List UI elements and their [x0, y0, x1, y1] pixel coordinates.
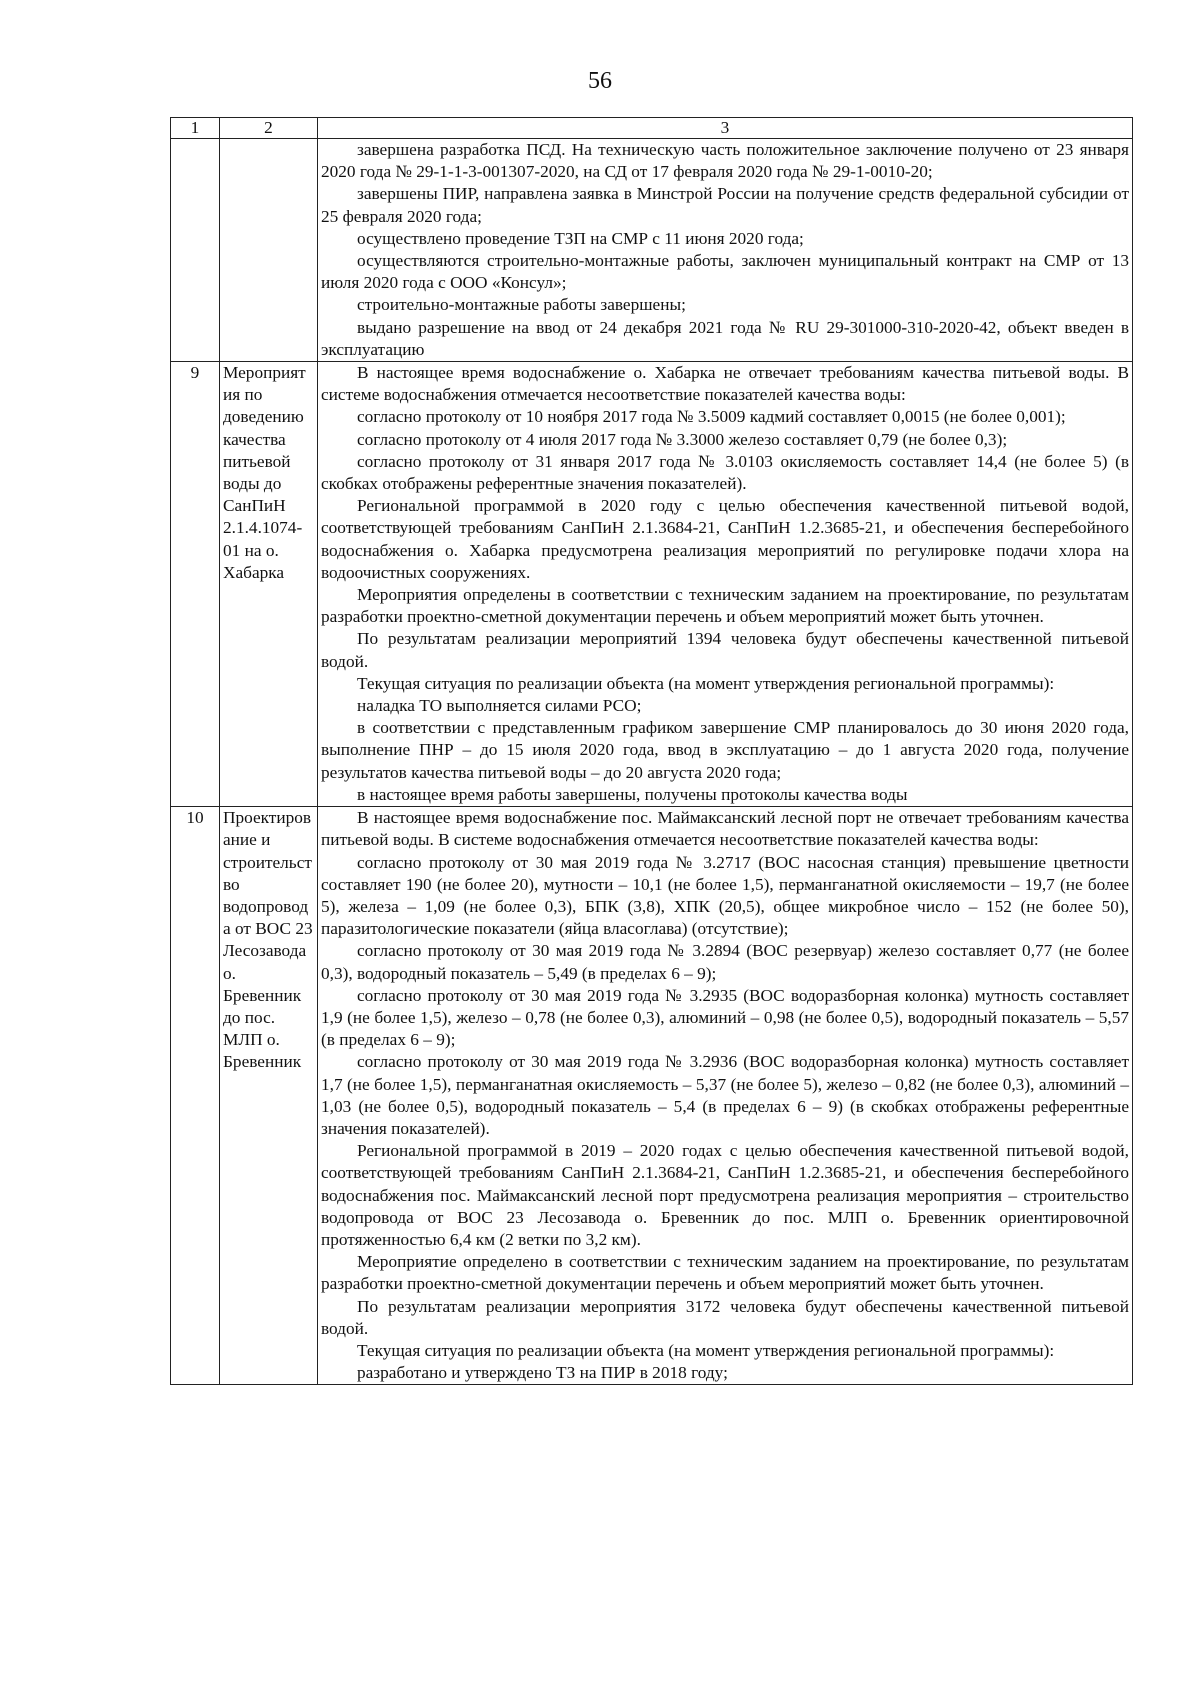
paragraph: согласно протоколу от 30 мая 2019 года № 3.2717 (ВОС насосная станция) превышение цветности составляет 190 (не более 20), мутности – 10,1 (не более 1,5), перманганатной окисляемости – 19,7 (не более 5), железа – 1,09 (не более 0,3), БПК (3,8), ХПК (20,5), общее микробное число – 152 (не более 50), паразитологические показатели (яйца власоглава) (отсутствие); [321, 852, 1129, 939]
program-table [170, 117, 1133, 1385]
measure-name: Проектирование и строительство водопровода от ВОС 23 Лесозавода о. Бревенник до пос. МЛП о. Бревенник [220, 807, 318, 1385]
paragraph: осуществляются строительно-монтажные работы, заключен муниципальный контракт на СМР от 13 июля 2020 года с ООО «Консул»; [321, 251, 1129, 293]
paragraph: Текущая ситуация по реализации объекта (на момент утверждения региональной программы): [357, 1340, 1055, 1360]
paragraph: осуществлено проведение ТЗП на СМР с 11 июня 2020 года; [357, 228, 804, 248]
paragraph: в настоящее время работы завершены, получены протоколы качества воды [357, 784, 908, 804]
header-col-1: 1 [171, 118, 220, 139]
header-col-3: 3 [318, 118, 1133, 139]
measure-description [318, 807, 1133, 1385]
measure-name: Мероприятия по доведению качества питьевой воды до СанПиН 2.1.4.1074-01 на о. Хабарка [220, 362, 318, 807]
paragraph: выдано разрешение на ввод от 24 декабря 2021 года № RU 29-301000-310-2020-42, объект введен в эксплуатацию [321, 317, 1129, 359]
paragraph: Мероприятие определено в соответствии с техническим заданием на проектирование, по результатам разработки проектно-сметной документации перечень и объем мероприятий может быть уточнен. [321, 1252, 1129, 1294]
table-header-row [171, 118, 1133, 139]
measure-name [220, 139, 318, 362]
paragraph: завершены ПИР, направлена заявка в Минстрой России на получение средств федеральной субсидии от 25 февраля 2020 года; [321, 184, 1129, 226]
page-number: 56 [588, 68, 612, 94]
paragraph: В настоящее время водоснабжение пос. Маймаксанский лесной порт не отвечает требованиям качества питьевой воды. В системе водоснабжения отмечается несоответствие показателей качества воды: [321, 808, 1129, 850]
paragraph: согласно протоколу от 10 ноября 2017 года № 3.5009 кадмий составляет 0,0015 (не более 0,001); [357, 407, 1066, 427]
paragraph: разработано и утверждено ТЗ на ПИР в 2018 году; [357, 1363, 728, 1383]
row-number: 9 [171, 362, 220, 807]
paragraph: завершена разработка ПСД. На техническую часть положительное заключение получено от 23 января 2020 года № 29-1-1-3-001307-2020, на СД от 17 февраля 2020 года № 29-1-0010-20; [321, 140, 1129, 182]
measure-description [318, 362, 1133, 807]
paragraph: в соответствии с представленным графиком завершение СМР планировалось до 30 июня 2020 года, выполнение ПНР – до 15 июля 2020 года, ввод в эксплуатацию – до 1 августа 2020 года, получение результатов качества питьевой воды – до 20 августа 2020 года; [321, 718, 1129, 782]
paragraph: Региональной программой в 2020 году с целью обеспечения качественной питьевой водой, соответствующей требованиям СанПиН 2.1.3684-21, СанПиН 1.2.3685-21, и обеспечения бесперебойного водоснабжения о. Хабарка предусмотрена реализация мероприятий по регулировке подачи хлора на водоочистных сооружениях. [321, 496, 1129, 582]
paragraph: По результатам реализации мероприятий 1394 человека будут обеспечены качественной питьевой водой. [321, 629, 1129, 671]
row-number [171, 139, 220, 362]
table-row [171, 139, 1133, 362]
table-row [171, 807, 1133, 1385]
row-number: 10 [171, 807, 220, 1385]
paragraph: Региональной программой в 2019 – 2020 годах с целью обеспечения качественной питьевой водой, соответствующей требованиям СанПиН 2.1.3684-21, СанПиН 1.2.3685-21, и обеспечения бесперебойного водоснабжения пос. Маймаксанский лесной порт предусмотрена реализация мероприятия – строительство водопровода от ВОС 23 Лесозавода о. Бревенник до пос. МЛП о. Бревенник ориентировочной протяженностью 6,4 км (2 ветки по 3,2 км). [321, 1141, 1129, 1249]
header-col-2: 2 [220, 118, 318, 139]
table-row [171, 362, 1133, 807]
paragraph: согласно протоколу от 30 мая 2019 года № 3.2935 (ВОС водоразборная колонка) мутность составляет 1,9 (не более 1,5), железо – 0,78 (не более 0,3), алюминий – 0,98 (не более 0,5), водородный показатель – 5,57 (в пределах 6 – 9); [321, 985, 1129, 1050]
paragraph: согласно протоколу от 4 июля 2017 года № 3.3000 железо составляет 0,79 (не более 0,3); [357, 429, 1008, 449]
paragraph: Текущая ситуация по реализации объекта (на момент утверждения региональной программы): [357, 673, 1055, 693]
paragraph: согласно протоколу от 30 мая 2019 года № 3.2894 (ВОС резервуар) железо составляет 0,77 (не более 0,3), водородный показатель – 5,49 (в пределах 6 – 9); [321, 941, 1129, 983]
paragraph: строительно-монтажные работы завершены; [357, 295, 686, 315]
paragraph: согласно протоколу от 31 января 2017 года № 3.0103 окисляемость составляет 14,4 (не более 5) (в скобках отображены референтные значения показателей). [321, 451, 1129, 494]
paragraph: По результатам реализации мероприятия 3172 человека будут обеспечены качественной питьевой водой. [321, 1296, 1129, 1338]
paragraph: наладка ТО выполняется силами РСО; [357, 696, 642, 716]
paragraph: В настоящее время водоснабжение о. Хабарка не отвечает требованиям качества питьевой воды. В системе водоснабжения отмечается несоответствие показателей качества воды: [321, 363, 1129, 405]
paragraph: Мероприятия определены в соответствии с техническим заданием на проектирование, по результатам разработки проектно-сметной документации перечень и объем мероприятий может быть уточнен. [321, 585, 1129, 627]
measure-description [318, 139, 1133, 362]
paragraph: согласно протоколу от 30 мая 2019 года № 3.2936 (ВОС водоразборная колонка) мутность составляет 1,7 (не более 1,5), перманганатная окисляемость – 5,37 (не более 5), железо – 0,82 (не более 0,3), алюминий – 1,03 (не более 0,5), водородный показатель – 5,4 (в пределах 6 – 9) (в скобках отображены референтные значения показателей). [321, 1052, 1129, 1138]
